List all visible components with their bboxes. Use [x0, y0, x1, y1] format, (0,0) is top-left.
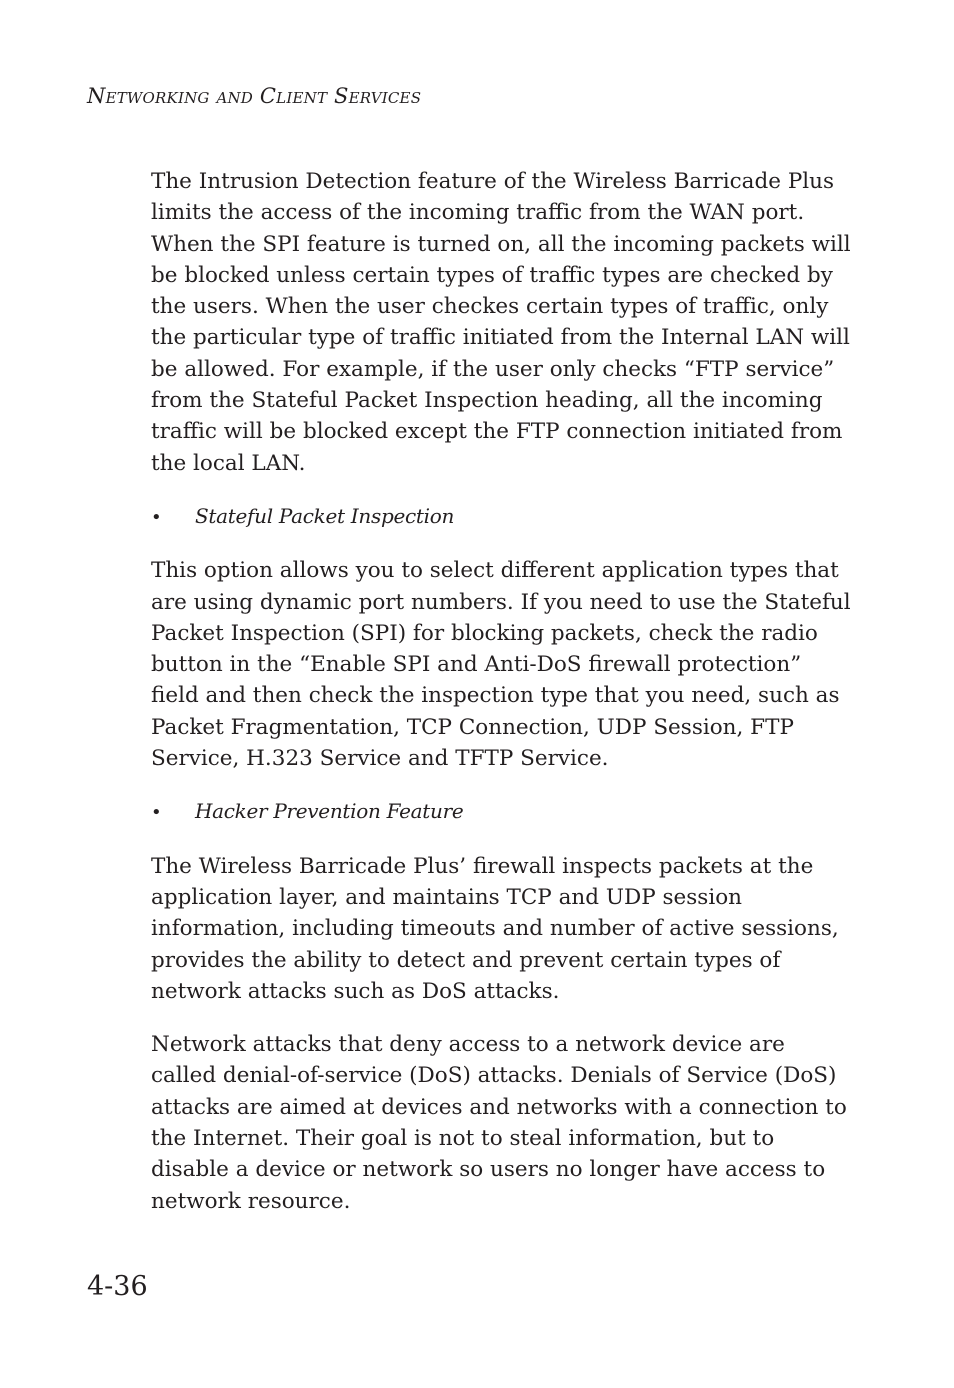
page-content [151, 166, 851, 1239]
page-number: 4-36 [87, 1271, 148, 1302]
bullet-heading-hacker: Hacker Prevention Feature [195, 799, 464, 824]
bullet-marker: • [151, 802, 162, 824]
hacker-paragraph: The Wireless Barricade Plus’ firewall inspects packets at the application layer, and maintains TCP and UDP session information, including timeouts and number of active sessions, provides the ability to detect and prevent certain types of network attacks such as DoS attacks. [151, 853, 839, 1004]
bullet-item-hacker [151, 796, 851, 828]
running-header: Networking and Client Services [87, 84, 422, 108]
spi-paragraph: This option allows you to select different application types that are using dynamic port numbers. If you need to use the Stateful Packet Inspection (SPI) for blocking packets, check the radio button in the “Enable SPI and Anti-DoS firewall protection” field and then check the inspection type that you need, such as Packet Fragmentation, TCP Connection, UDP Session, FTP Service, H.323 Service and TFTP Service. [151, 558, 851, 772]
bullet-item-spi [151, 501, 851, 533]
bullet-marker: • [151, 506, 162, 528]
dos-paragraph: Network attacks that deny access to a network device are called denial-of-service (DoS) attacks. Denials of Service (DoS) attacks are aimed at devices and networks with a connection to the Internet. Their goal is not to steal information, but to disable a device or network so users no longer have access to network resource. [151, 1032, 847, 1214]
intro-paragraph: The Intrusion Detection feature of the Wireless Barricade Plus limits the access of the incoming traffic from the WAN port. When the SPI feature is turned on, all the incoming packets will be blocked unless certain types of traffic types are checked by the users. When the user checkes certain types of traffic, only the particular type of traffic initiated from the Internal LAN will be allowed. For example, if the user only checks “FTP service” from the Stateful Packet Inspection heading, all the incoming traffic will be blocked except the FTP connection initiated from the local LAN. [151, 169, 851, 476]
bullet-heading-spi: Stateful Packet Inspection [195, 503, 455, 528]
